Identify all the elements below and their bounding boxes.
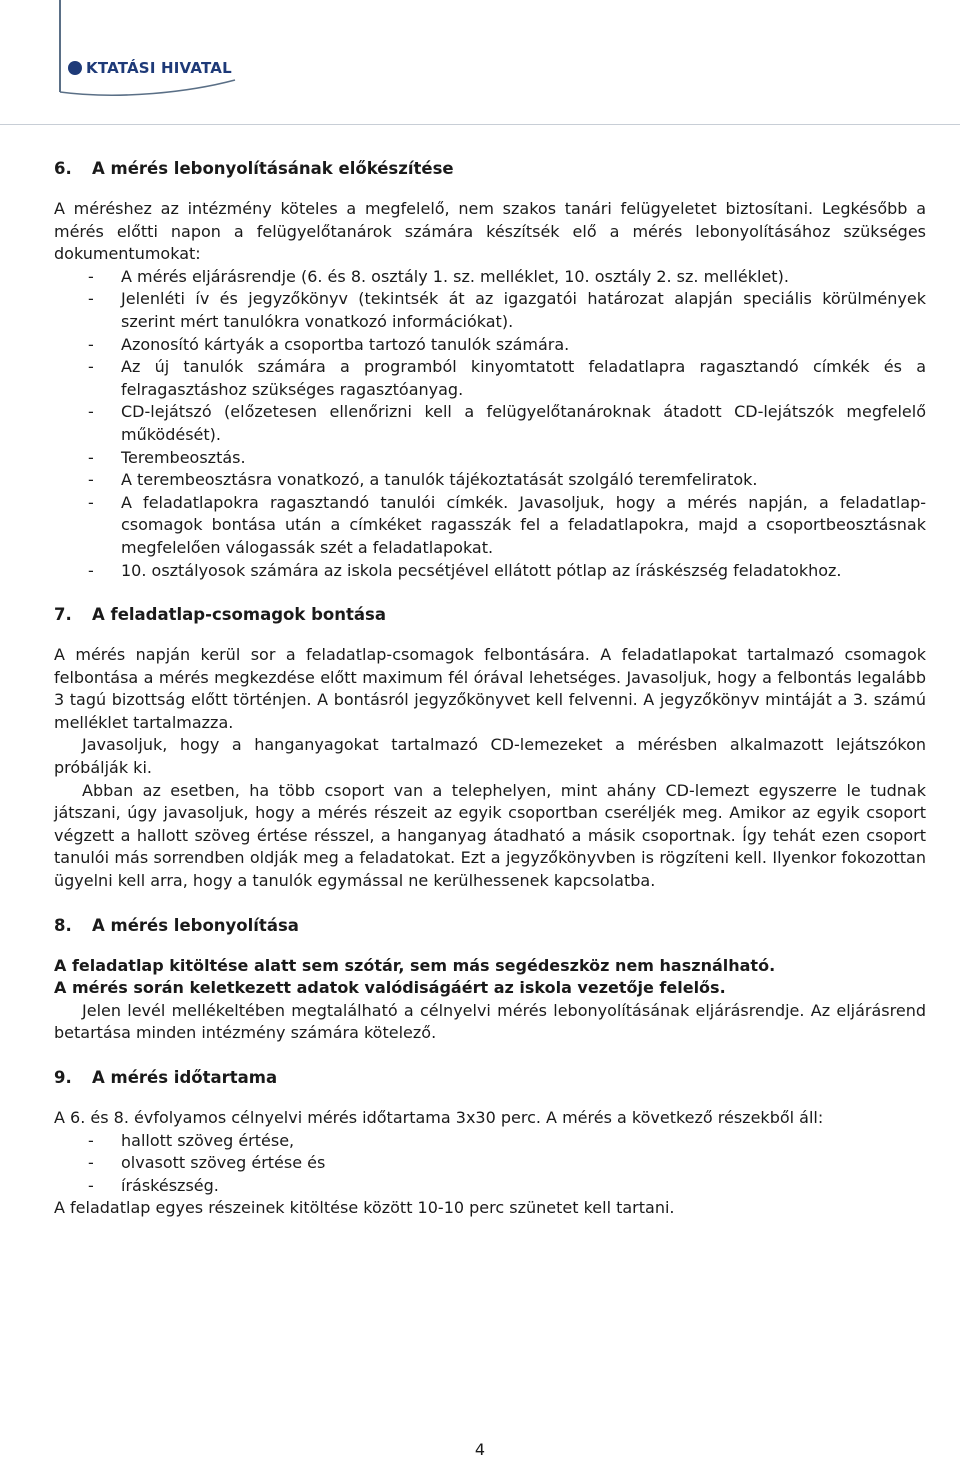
list-item: - Azonosító kártyák a csoportba tartozó tanulók számára. <box>88 334 570 354</box>
list-item: - Jelenléti ív és jegyzőkönyv (tekintsék át az igazgatói határozat alapján speciális körülmények szerint mért tanulókra vonatkozó információkat). <box>88 289 926 331</box>
section-6-heading <box>54 158 926 180</box>
section-9-heading <box>54 1067 926 1089</box>
list-item: - 10. osztályosok számára az iskola pecsétjével ellátott pótlap az íráskészség feladatokhoz. <box>88 560 842 580</box>
logo-swoosh-icon <box>0 0 240 110</box>
section-8-number: 8. <box>54 915 72 935</box>
section-7-title: A feladatlap-csomagok bontása <box>92 605 386 625</box>
section-6-list <box>54 266 926 582</box>
section-7-paragraph-3: Abban az esetben, ha több csoport van a telephelyen, mint ahány CD-lemezt egyszerre le tudnak játszani, úgy javasoljuk, hogy a mérés részeit az egyik csoportban cseréljék meg. Amikor az egyik csoport végzett a hallott szöveg értése résszel, a hanganyag átadható a másik csoportnak. Így tehát ezen csoport tanulói más sorrendben oldják meg a feladatokat. Ezt a jegyzőkönyvben is rögzíteni kell. Ilyenkor fokozottan ügyelni kell arra, hogy a tanulók egymással ne kerülhessenek kapcsolatba. <box>54 780 926 891</box>
list-item: - Az új tanulók számára a programból kinyomtatott feladatlapra ragasztandó címkék és a felragasztáshoz szükséges ragasztóanyag. <box>88 357 926 399</box>
logo-o-icon <box>68 61 82 75</box>
section-6-number: 6. <box>54 159 72 178</box>
list-item: - A mérés eljárásrendje (6. és 8. osztály 1. sz. melléklet, 10. osztály 2. sz. melléklet). <box>88 266 789 286</box>
page-header <box>0 0 960 132</box>
list-item: - CD-lejátszó (előzetesen ellenőrizni kell a felügyelőtanároknak átadott CD-lejátszók megfelelő működését). <box>88 402 926 444</box>
section-7-heading <box>54 604 926 626</box>
list-item: - A feladatlapokra ragasztandó tanulói címkék. Javasoljuk, hogy a mérés napján, a feladatlap-csomagok bontása után a címkéket ragasszák fel a feladatlapokra, majd a csoportbeosztásnak megfelelően válogassák szét a feladatlapokat. <box>88 492 926 557</box>
section-6-intro: A méréshez az intézmény köteles a megfelelő, nem szakos tanári felügyeletet biztosítani. Legkésőbb a mérés előtti napon a felügyelőtanárok számára készítsék elő a mérés lebonyolításához szükséges dokumentumokat: <box>54 199 926 264</box>
section-8-title: A mérés lebonyolítása <box>92 915 299 935</box>
section-8-heading <box>54 915 926 937</box>
list-item: - hallott szöveg értése, <box>88 1130 295 1150</box>
section-7-paragraph-2: Javasoljuk, hogy a hanganyagokat tartalmazó CD-lemezeket a mérésben alkalmazott lejátszókon próbálják ki. <box>54 735 926 778</box>
section-8-rule-2: A mérés során keletkezett adatok valódiságáért az iskola vezetője felelős. <box>54 978 726 998</box>
section-7-paragraph-1: A mérés napján kerül sor a feladatlap-csomagok felbontására. A feladatlapokat tartalmazó csomagok felbontása a mérés megkezdése előtt maximum fél órával lehetséges. Javasoljuk, hogy a felbontás legalább 3 tagú bizottság előtt történjen. A bontásról jegyzőkönyvet kell felvenni. A jegyzőkönyv mintáját a 3. számú melléklet tartalmazza. <box>54 645 926 732</box>
list-item: - A terembeosztásra vonatkozó, a tanulók tájékoztatását szolgáló teremfeliratok. <box>88 470 758 490</box>
document-body <box>54 158 926 1220</box>
section-6-title: A mérés lebonyolításának előkészítése <box>92 159 454 178</box>
section-9-number: 9. <box>54 1068 72 1087</box>
page-number: 4 <box>474 1440 486 1459</box>
list-item: - Terembeosztás. <box>88 447 246 467</box>
logo-text: KTATÁSI HIVATAL <box>86 59 232 77</box>
section-9-intro: A 6. és 8. évfolyamos célnyelvi mérés időtartama 3x30 perc. A mérés a következő részekből áll: <box>54 1108 824 1127</box>
section-8-rule-1: A feladatlap kitöltése alatt sem szótár, sem más segédeszköz nem használható. <box>54 955 776 975</box>
section-8-paragraph: Jelen levél mellékeltében megtalálható a célnyelvi mérés lebonyolításának eljárásrendje. Az eljárásrend betartása minden intézmény számára kötelező. <box>54 1000 926 1043</box>
section-9-outro: A feladatlap egyes részeinek kitöltése között 10-10 perc szünetet kell tartani. <box>54 1198 675 1218</box>
header-divider <box>0 124 960 125</box>
list-item: - íráskészség. <box>88 1175 219 1195</box>
section-9-list <box>54 1130 926 1198</box>
list-item: - olvasott szöveg értése és <box>88 1153 326 1173</box>
section-9-title: A mérés időtartama <box>92 1068 278 1087</box>
section-7-number: 7. <box>54 605 72 625</box>
